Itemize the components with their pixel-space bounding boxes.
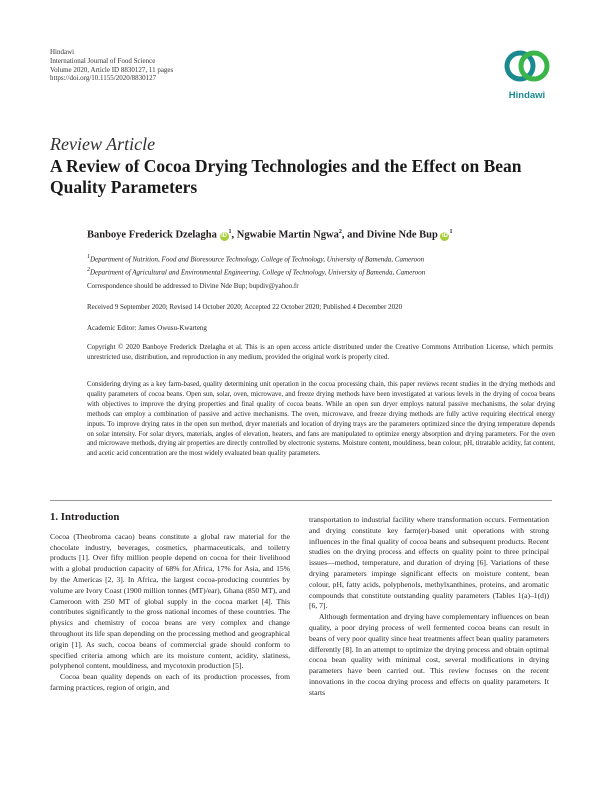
affiliations bbox=[87, 252, 553, 278]
affiliation-num: 2 bbox=[87, 266, 90, 273]
article-type: Review Article bbox=[50, 134, 156, 154]
affiliation-num: 1 bbox=[87, 254, 90, 260]
author-list bbox=[87, 229, 553, 241]
affiliation-text: Department of Nutrition, Food and Bioresource Technology, College of Technology, University of Bamenda, Cameroon bbox=[90, 255, 425, 264]
doi-link[interactable]: https://doi.org/10.1155/2020/8830127 bbox=[50, 74, 157, 83]
orcid-icon[interactable]: iD bbox=[221, 232, 228, 239]
author-affil-num: 1 bbox=[449, 229, 453, 235]
body-paragraph: transportation to industrial facility where transformation occurs. Fermentation and drying constitute key farm(er)-based unit operations with strong influences in the final quality of cocoa beans and subsequent products. Recent studies on the drying process and effects on quality point to three principal issues—method, temperature, and duration of drying [6]. Variations of these drying parameters impinge significant effects on moisture content, bean colour, pH, fatty acids, polyphenols, methylxanthines, proteins, and aromatic compounds that constitute outstanding quality parameters (Tables 1(a)–1(d)) [6, 7]. bbox=[309, 515, 549, 611]
section-heading: 1. Introduction bbox=[50, 511, 120, 523]
abstract: Considering drying as a key farm-based, quality determining unit operation in the cocoa processing chain, this paper reviews recent studies in the drying methods and quality parameters of cocoa beans. Open sun, solar, oven, microwave, and freeze drying methods have been investigated at various levels in the drying of cocoa beans with objectives to improve the drying properties and final quality of cocoa beans. While an open sun dryer employs natural passive mechanisms, the solar drying methods can employ a combination of passive and active mechanisms. The oven, microwave, and freeze drying methods are fully active requiring electrical energy inputs. To improve drying rates in the open sun method, dryer materials and location of drying trays are the parameters optimized since the drying temperature depends on solar intensity. For solar dryers, materials, angles of elevation, heaters, and fans are manipulated to optimize energy absorption and drying parameters. For the oven and microwave methods, drying air properties are directly controlled by electronic systems. Moisture content, mouldiness, bean colour, pH, titratable acidity, fat content, and acetic acid concentration are the most widely evaluated bean quality parameters. bbox=[87, 381, 555, 458]
volume-info: Volume 2020, Article ID 8830127, 11 pages bbox=[50, 65, 174, 74]
correspondence: Correspondence should be addressed to Divine Nde Bup; bupdiv@yahoo.fr bbox=[87, 282, 299, 290]
author-name: Banboye Frederick Dzelagha bbox=[87, 229, 217, 241]
journal-header bbox=[50, 48, 173, 83]
publication-dates: Received 9 September 2020; Revised 14 October 2020; Accepted 22 October 2020; Published 4 December 2020 bbox=[87, 303, 403, 311]
affiliation-item bbox=[87, 252, 553, 265]
publisher-name: Hindawi bbox=[50, 48, 75, 56]
author-name: Divine Nde Bup bbox=[366, 229, 438, 241]
hindawi-logo bbox=[500, 44, 554, 106]
body-paragraph: Cocoa (Theobroma cacao) beans constitute a global raw material for the chocolate industry, beverages, cosmetics, pharmaceuticals, and toiletry products [1]. Over fifty million people depend on cocoa for their livelihood with a global production capacity of 68% for Africa, 17% for Asia, and 15% by the Americas [2, 3]. In Africa, the largest cocoa-producing countries by volume are Ivory Coast (1900 million tonnes (MT)/ear), Ghana (850 MT), and Cameroon with 250 MT of global supply in the cocoa market [4]. This contributes significantly to the gross national incomes of these countries. The physics and chemistry of cocoa beans are very complex and change throughout its life span depending on the processing method and geographical origin [1]. As such, cocoa beans of commercial grade should conform to specified criteria among which are its moisture content, acidity, slatiness, polyphenol content, mouldiness, and mycotoxin production [5]. bbox=[50, 531, 290, 671]
body-paragraph: Although fermentation and drying have complementary influences on bean quality, a poor drying process of well fermented cocoa beans can result in beans of very poor quality since heat treatments affect bean quality parameters differently [8]. In an attempt to optimize the drying process and obtain optimal cocoa bean quality with minimal cost, several modifications in drying parameters have been carried out. This review focuses on the recent innovations in the cocoa drying process and effects on quality parameters. It starts bbox=[309, 612, 549, 697]
affiliation-item bbox=[87, 265, 553, 278]
body-column-left bbox=[50, 512, 290, 694]
author-affil-num: 1 bbox=[228, 229, 232, 235]
paper-title: A Review of Cocoa Drying Technologies and the Effect on Bean Quality Parameters bbox=[50, 156, 522, 197]
author-affil-num: 2 bbox=[338, 229, 342, 235]
logo-wordmark: Hindawi bbox=[508, 90, 546, 101]
author-separator: , and bbox=[341, 229, 367, 241]
orcid-icon[interactable]: iD bbox=[441, 232, 448, 239]
body-paragraph: Cocoa bean quality depends on each of its production processes, from farming practices, region of origin, and bbox=[50, 672, 290, 692]
author-name: Ngwabie Martin Ngwa bbox=[236, 229, 339, 241]
section-divider bbox=[50, 500, 552, 501]
author-separator: , bbox=[231, 229, 237, 241]
journal-name: International Journal of Food Science bbox=[50, 56, 156, 65]
hindawi-logo-icon bbox=[500, 44, 554, 88]
affiliation-text: Department of Agricultural and Environmental Engineering, College of Technology, University of Bamenda, Cameroon bbox=[90, 268, 426, 277]
body-column-right bbox=[309, 515, 549, 699]
copyright-notice: Copyright © 2020 Banboye Frederick Dzelagha et al. This is an open access article distributed under the Creative Commons Attribution License, which permits unrestricted use, distribution, and reproduction in any medium, provided the original work is properly cited. bbox=[87, 343, 553, 361]
academic-editor: Academic Editor: James Owusu-Kwarteng bbox=[87, 324, 207, 332]
